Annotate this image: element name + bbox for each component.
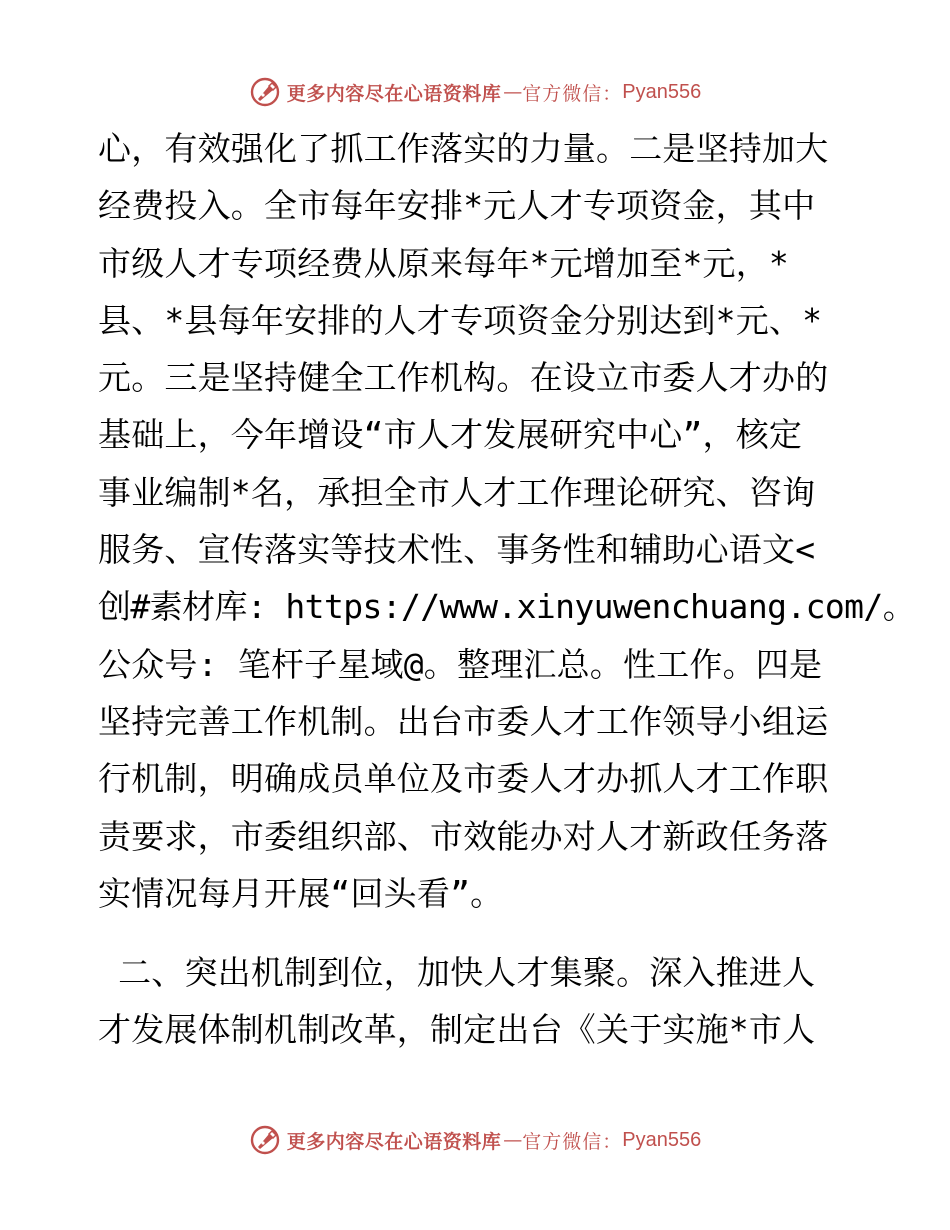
text-line: 服务、宣传落实等技术性、事务性和辅助心语文< bbox=[98, 530, 816, 570]
text-line: 县、*县每年安排的人才专项资金分别达到*元、* bbox=[98, 300, 823, 340]
paragraph-1 bbox=[98, 120, 916, 922]
text-line: 行机制，明确成员单位及市委人才办抓人才工作职 bbox=[98, 759, 829, 799]
text-line: 市级人才专项经费从原来每年*元增加至*元，* bbox=[98, 243, 790, 283]
paragraph-gap bbox=[98, 922, 858, 944]
text-line: 公众号: 笔杆子星域@。整理汇总。性工作。四是 bbox=[98, 644, 823, 684]
text-line: 责要求，市委组织部、市效能办对人才新政任务落 bbox=[98, 816, 829, 856]
banner-title: 更多内容尽在心语资料库 bbox=[286, 82, 502, 105]
banner-wechat-label: 官方微信： bbox=[522, 82, 623, 105]
pen-nib-logo-icon bbox=[249, 76, 281, 108]
text-line: 二、突出机制到位，加快人才集聚。深入推进人 bbox=[98, 953, 816, 993]
banner-wechat-id: Pyan556 bbox=[622, 80, 702, 103]
header-banner bbox=[0, 72, 950, 112]
banner-title: 更多内容尽在心语资料库 bbox=[286, 1130, 502, 1153]
text-line: 心，有效强化了抓工作落实的力量。二是坚持加大 bbox=[98, 129, 829, 168]
text-line: 才发展体制机制改革，制定出台《关于实施*市人 bbox=[98, 1010, 816, 1050]
text-line: 事业编制*名，承担全市人才工作理论研究、咨询 bbox=[98, 472, 816, 512]
text-line: 坚持完善工作机制。出台市委人才工作领导小组运 bbox=[98, 701, 829, 741]
banner-wechat-label: 官方微信： bbox=[522, 1130, 623, 1153]
paragraph-2 bbox=[98, 944, 858, 1059]
text-line: 基础上，今年增设“市人才发展研究中心”，核定 bbox=[98, 415, 803, 455]
banner-wechat-id: Pyan556 bbox=[622, 1128, 702, 1151]
banner-dash: — bbox=[503, 81, 521, 103]
document-body bbox=[98, 120, 916, 1059]
text-line: 元。三是坚持健全工作机构。在设立市委人才办的 bbox=[98, 358, 829, 398]
banner-dash: — bbox=[503, 1129, 521, 1151]
text-line-url: 创#素材库: https://www.xinyuwenchuang.com/。 bbox=[98, 587, 916, 627]
pen-nib-logo-icon bbox=[249, 1124, 281, 1156]
footer-banner bbox=[0, 1120, 950, 1160]
text-line: 实情况每月开展“回头看”。 bbox=[98, 873, 504, 913]
text-line: 经费投入。全市每年安排*元人才专项资金，其中 bbox=[98, 186, 816, 226]
